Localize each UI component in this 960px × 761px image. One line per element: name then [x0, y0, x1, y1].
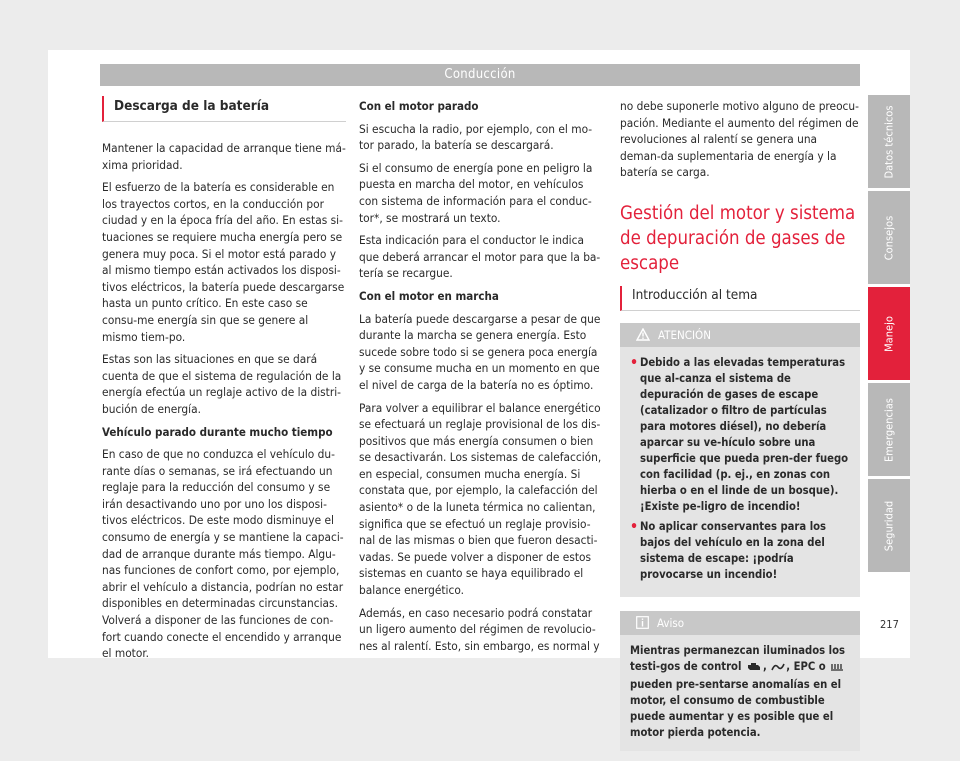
warning-bullet: • Debido a las elevadas temperaturas que al-canza el sistema de depuración de gases de escape (catalizador o filtro de partículas para motores diésel), no debería aparcar su ve-hículo sobre una superficie que pueda pren-der fuego con facilidad (p. ej., en zonas con hierba o en el linde de un bosque). ¡Existe pe-ligro de incendio!	[630, 354, 849, 513]
bullet-dot-icon: •	[630, 354, 639, 371]
paragraph: La batería puede descargarse a pesar de que durante la marcha se genera energía. Esto sucede sobre todo si se genera poca energía y se consume mucha en un momento en que el nivel de carga de la batería no es óptimo.	[359, 311, 601, 392]
column-1	[102, 96, 346, 668]
paragraph: no debe suponerle motivo alguno de preocu-pación. Mediante el aumento del régimen de revoluciones al ralentí se genera una deman-da suplementaria de energía y la batería se carga.	[620, 99, 859, 180]
info-icon	[636, 616, 649, 629]
warning-triangle-icon	[636, 328, 650, 341]
warning-box	[620, 323, 860, 597]
note-box	[620, 611, 860, 751]
paragraph: Para volver a equilibrar el balance energético se efectuará un reglaje provisional de los dis-positivos que más energía consumen o bien se desactivarán. Los sistemas de calefacción, en especial, consumen mucha energía. Si constata que, por ejemplo, la calefacción del asiento* o de la luneta térmica no calientan, significa que se efectuó un reglaje provisio-nal de las mismas o bien que fueron desacti-vadas. Se puede volver a disponer de estos sistemas en cuanto se haya equilibrado el balance energético.	[359, 400, 602, 598]
paragraph: Esta indicación para el conductor le indica que deberá arrancar el motor para que la ba-tería se recargue.	[359, 233, 601, 281]
warning-header	[620, 323, 860, 347]
section-title-battery: Descarga de la batería	[102, 96, 346, 122]
sidebar-tabs	[868, 95, 910, 575]
column-3	[620, 98, 860, 761]
intro-title: Introducción al tema	[620, 286, 860, 311]
paragraph: Además, en caso necesario podrá constatar un ligero aumento del régimen de revolucio-nes al ralentí. Esto, sin embargo, es normal y	[359, 605, 600, 653]
paragraph: Si el consumo de energía pone en peligro la puesta en marcha del motor, en vehículos con sistema de información para el conduc-tor*, se mostrará un texto.	[359, 160, 593, 225]
glow-plug-icon	[771, 661, 785, 677]
sidebar-tab-emergencias[interactable]: Emergencias	[868, 383, 910, 476]
sidebar-tab-seguridad[interactable]: Seguridad	[868, 479, 910, 572]
paragraph: Estas son las situaciones en que se dará cuenta de que el sistema de regulación de la energía efectúa un reglaje activo de la distri-bución de energía.	[102, 352, 342, 416]
subheading-parked: Vehículo parado durante mucho tiempo	[102, 424, 333, 439]
paragraph: En caso de que no conduzca el vehículo du-rante días o semanas, se irá efectuando un reglaje para la reducción del consumo y se irán desactivando uno por uno los disposi-tivos eléctricos. De este modo disminuye el consumo de energía y se mantiene la capaci-dad de arranque durante más tiempo. Algu-nas funciones de confort como, por ejemplo, abrir el vehículo a distancia, podrían no estar disponibles en determinadas circunstancias. Volverá a disponer de las funciones de con-fort cuando conecte el encendido y arranque el motor.	[102, 447, 344, 661]
engine-warning-icon	[746, 661, 762, 677]
chapter-header: Conducción	[100, 64, 860, 86]
column-2	[359, 98, 603, 660]
paragraph: Si escucha la radio, por ejemplo, con el mo-tor parado, la batería se descargará.	[359, 121, 593, 153]
paragraph: El esfuerzo de la batería es considerable en los trayectos cortos, en la conducción por ciudad y en la época fría del año. En estas si-tuaciones se requiere mucha energía pero se genera muy poca. Si el motor está parado y al mismo tiempo están activados los disposi-tivos eléctricos, la batería puede descargarse hasta un punto crítico. En este caso se consu-me energía sin que se genere al mismo tiem-po.	[102, 180, 345, 344]
warning-title: ATENCIÓN	[658, 327, 711, 342]
subheading-engine-on: Con el motor en marcha	[359, 288, 499, 303]
subheading-engine-off: Con el motor parado	[359, 99, 479, 113]
glow-coil-icon	[830, 661, 844, 677]
sidebar-tab-manejo[interactable]: Manejo	[868, 287, 910, 380]
page-number: 217	[880, 618, 899, 631]
bullet-dot-icon: •	[630, 518, 639, 535]
paragraph: Mantener la capacidad de arranque tiene má-xima prioridad.	[102, 141, 346, 172]
note-header	[620, 611, 860, 635]
warning-bullet: • No aplicar conservantes para los bajos del vehículo en la zona del sistema de escape: ¡podría provocarse un incendio!	[630, 518, 827, 581]
warning-body	[620, 347, 860, 597]
chapter-title: Gestión del motor y sistema de depuración de gases de escape	[620, 202, 856, 274]
epc-icon: EPC	[793, 659, 816, 673]
sidebar-tab-datos-tecnicos[interactable]: Datos técnicos	[868, 95, 910, 188]
note-body: Mientras permanezcan iluminados los testi-gos de control , , EPC o pueden pre-sentarse anomalías en el motor, el consumo de combustible puede aumentar y es posible que el motor pierda potencia.	[630, 643, 845, 739]
note-title: Aviso	[657, 615, 685, 630]
sidebar-tab-consejos[interactable]: Consejos	[868, 191, 910, 284]
